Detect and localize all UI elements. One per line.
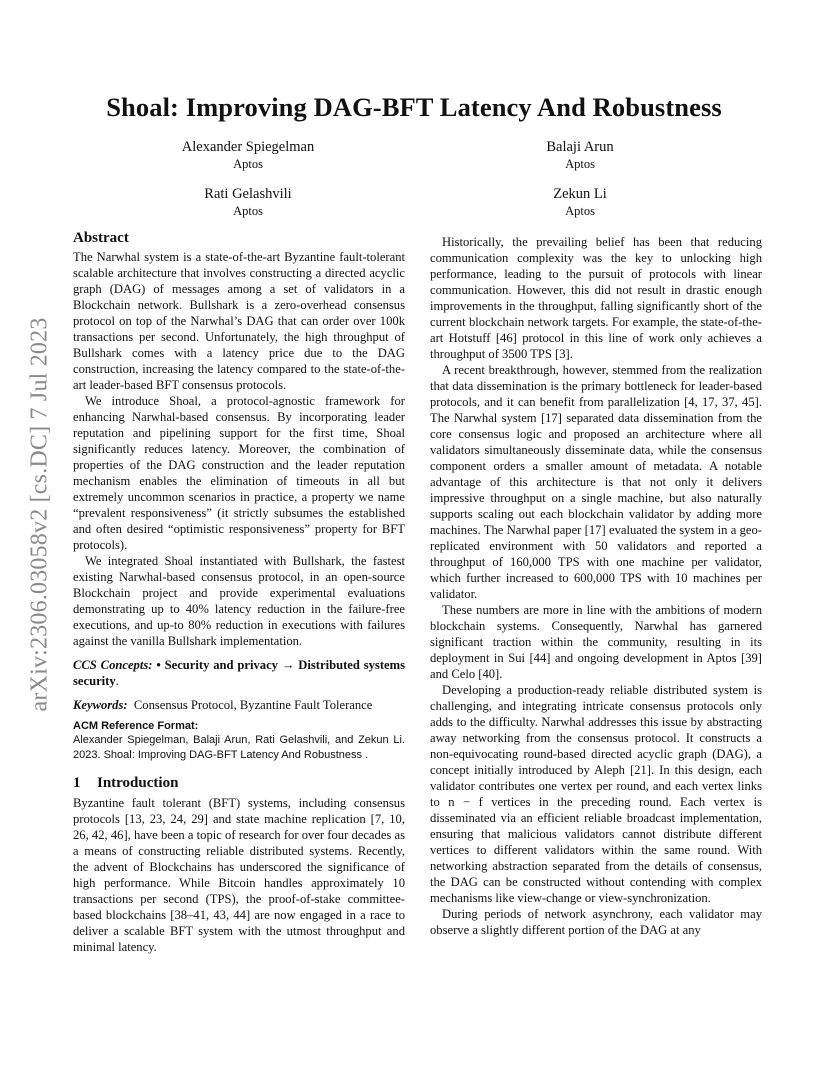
- abstract-heading: Abstract: [73, 230, 129, 246]
- acm-reference-heading: ACM Reference Format:: [73, 720, 199, 732]
- author-name: Zekun Li: [553, 186, 607, 202]
- author-name: Rati Gelashvili: [204, 186, 292, 202]
- author-block: [460, 185, 700, 219]
- body-paragraph: A recent breakthrough, however, stemmed from the realization that data dissemination is the primary bottleneck for leader-based protocols, and it can benefit from parallelization [4, 17, 37, 45]. The Narwhal system [17] separated data dissemination from the core consensus logic and proposed an architecture where all validators simultaneously disseminate data, while the consensus component orders a smaller amount of metadata. A notable advantage of this architecture is that not only it delivers impressive throughput on a single machine, but also naturally supports scaling out each blockchain validator by adding more machines. The Narwhal paper [17] evaluated the system in a geo-replicated environment with 50 validators and reported a throughput of 160,000 TPS with one machine per validator, which further increased to 600,000 TPS with 10 machines per validator.: [430, 363, 762, 601]
- body-paragraph: These numbers are more in line with the ambitions of modern blockchain systems. Consequently, Narwhal has garnered significant traction within the community, resulting in its deployment in Sui [44] and ongoing development in Aptos [39] and Celo [40].: [430, 603, 762, 681]
- ccs-concepts: [73, 657, 405, 689]
- intro-paragraph: Byzantine fault tolerant (BFT) systems, including consensus protocols [13, 23, 24, 29] and state machine replication [7, 10, 26, 42, 46], have been a topic of research for over four decades as a means of constructing reliable distributed systems. Recently, the advent of Blockchains has underscored the significance of high performance. While Bitcoin handles approximately 10 transactions per second (TPS), the proof-of-stake committee-based blockchains [38–41, 43, 44] are now engaged in a race to deliver a scalable BFT system with the utmost throughput and minimal latency.: [73, 796, 405, 954]
- ccs-label: CCS Concepts:: [73, 658, 153, 672]
- abstract-paragraph: We integrated Shoal instantiated with Bullshark, the fastest existing Narwhal-based consensus protocol, in an open-source Blockchain project and provide experimental evaluations demonstrating up to 40% latency reduction in the failure-free executions, and up-to 80% reduction in executions with failures against the vanilla Bullshark implementation.: [73, 554, 405, 648]
- body-paragraph: Developing a production-ready reliable distributed system is challenging, and integrating intricate consensus protocols only adds to the difficulty. Narwhal addresses this issue by abstracting away networking from the consensus protocol. It constructs a non-equivocating round-based directed acyclic graph (DAG), a concept initially introduced by Aleph [21]. In this design, each validator contributes one vertex per round, and each vertex links to n − f vertices in the preceding round. Each vertex is disseminated via an efficient reliable broadcast implementation, ensuring that malicious validators cannot distribute different vertices to different validators within the same round. With networking abstraction separated from the details of consensus, the DAG can be constructed without contending with complex mechanisms like view-change or view-synchronization.: [430, 683, 762, 905]
- author-block: [128, 185, 368, 219]
- right-column: [430, 234, 762, 938]
- author-name: Alexander Spiegelman: [181, 139, 315, 155]
- arxiv-stamp: arXiv:2306.03058v2 [cs.DC] 7 Jul 2023: [26, 317, 53, 712]
- author-affiliation: Aptos: [565, 204, 595, 218]
- author-name: Balaji Arun: [546, 139, 614, 155]
- author-affiliation: Aptos: [233, 204, 263, 218]
- body-paragraph: During periods of network asynchrony, each validator may observe a slightly different portion of the DAG at any: [430, 907, 762, 937]
- keywords-label: Keywords:: [73, 698, 128, 712]
- author-block: [460, 138, 700, 172]
- section-title: Introduction: [97, 775, 179, 791]
- body-paragraph: Historically, the prevailing belief has been that reducing communication complexity was the key to unlocking high performance, leading to the pursuit of protocols with linear communication. However, this did not result in drastic enough improvements in the throughput, falling significantly short of the current blockchain network targets. For example, the state-of-the-art Hotstuff [46] protocol in this line of work only achieves a throughput of 3500 TPS [3].: [430, 235, 762, 361]
- keywords: [73, 697, 405, 713]
- paper-title: Shoal: Improving DAG-BFT Latency And Robustness: [106, 92, 722, 122]
- author-block: [128, 138, 368, 172]
- acm-reference-text: Alexander Spiegelman, Balaji Arun, Rati Gelashvili, and Zekun Li. 2023. Shoal: Improving DAG-BFT Latency And Robustness .: [73, 734, 405, 761]
- keywords-text: Consensus Protocol, Byzantine Fault Tolerance: [133, 698, 373, 712]
- left-column: [73, 229, 405, 955]
- section-heading: [73, 774, 405, 792]
- ccs-end: .: [115, 674, 119, 688]
- ccs-text: • Security and privacy → Distributed systems security: [73, 658, 406, 688]
- abstract-paragraph: We introduce Shoal, a protocol-agnostic framework for enhancing Narwhal-based consensus. By incorporating leader reputation and pipelining support for the first time, Shoal significantly reduces latency. Moreover, the combination of properties of the DAG construction and the leader reputation mechanism enables the elimination of timeouts in all but extremely uncommon scenarios in practice, a property we name “prevalent responsiveness” (it strictly subsumes the established and often desired “optimistic responsiveness” property for BFT protocols).: [73, 394, 405, 552]
- section-number: 1: [73, 775, 81, 791]
- abstract-paragraph: The Narwhal system is a state-of-the-art Byzantine fault-tolerant scalable architecture that involves constructing a directed acyclic graph (DAG) of messages among a set of validators in a Blockchain network. Bullshark is a zero-overhead consensus protocol on top of the Narwhal’s DAG that can order over 100k transactions per second. Unfortunately, the high throughput of Bullshark comes with a latency price due to the DAG construction, increasing the latency compared to the state-of-the-art leader-based BFT consensus protocols.: [73, 250, 405, 392]
- author-affiliation: Aptos: [233, 157, 263, 171]
- author-affiliation: Aptos: [565, 157, 595, 171]
